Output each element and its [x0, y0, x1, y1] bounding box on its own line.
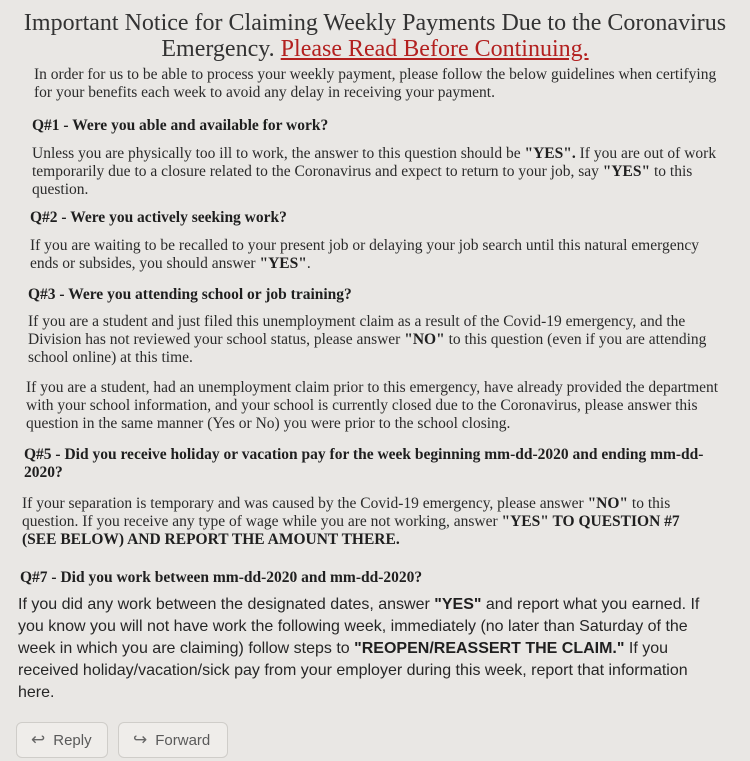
question-2: Q#2 - Were you actively seeking work?: [30, 209, 287, 226]
answer-3a: If you are a student and just filed this unemployment claim as a result of the Covid-19 emergency, and the Division has not reviewed your school status, please answer "NO" to this question (even if you are attending school online) at this time.: [28, 313, 707, 366]
reply-label: Reply: [53, 731, 92, 749]
question-5: Q#5 - Did you receive holiday or vacation pay for the week beginning mm-dd-2020 and ending mm-dd-2020?: [24, 446, 704, 481]
answer-3b: If you are a student, had an unemployment claim prior to this emergency, have already provided the department with your school information, and your school is currently closed due to the Coronavirus, please answer this question in the same manner (Yes or No) you were prior to the school closing.: [26, 379, 719, 432]
forward-label: Forward: [155, 731, 211, 749]
forward-arrow-icon: ↪: [133, 730, 148, 749]
answer-1: Unless you are physically too ill to work, the answer to this question should be "YES". If you are out of work temporarily due to a closure related to the Coronavirus and expect to return to your job, say "YES" to this question.: [32, 145, 717, 198]
question-3: Q#3 - Were you attending school or job training?: [28, 286, 352, 303]
answer-2: If you are waiting to be recalled to your present job or delaying your job search until this natural emergency ends or subsides, you should answer "YES".: [30, 237, 700, 272]
reply-button[interactable]: [16, 722, 108, 758]
forward-button[interactable]: [118, 722, 228, 758]
notice-title: [20, 10, 730, 62]
answer-5: If your separation is temporary and was caused by the Covid-19 emergency, please answer "NO" to this question. If you receive any type of wage while you are not working, answer "YES" TO QUESTION #7 (SEE BELOW) AND REPORT THE AMOUNT THERE.: [22, 495, 680, 548]
read-before-link[interactable]: Please Read Before Continuing.: [280, 36, 589, 62]
answer-7: If you did any work between the designated dates, answer "YES" and report what you earned. If you know you will not have work the following week, immediately (no later than Saturday of the week in which you are claiming) follow steps to "REOPEN/REASSERT THE CLAIM." If you received holiday/vacation/sick pay from your employer during this week, report that information here.: [18, 596, 700, 701]
question-7: Q#7 - Did you work between mm-dd-2020 and mm-dd-2020?: [20, 569, 423, 586]
intro-paragraph: In order for us to be able to process your weekly payment, please follow the below guidelines when certifying for your benefits each week to avoid any delay in receiving your payment.: [34, 66, 717, 101]
reply-arrow-icon: ↩: [31, 730, 46, 749]
title-text: Important Notice for Claiming Weekly Payments Due to the Coronavirus Emergency.: [23, 10, 727, 62]
question-1: Q#1 - Were you able and available for work?: [32, 117, 329, 134]
